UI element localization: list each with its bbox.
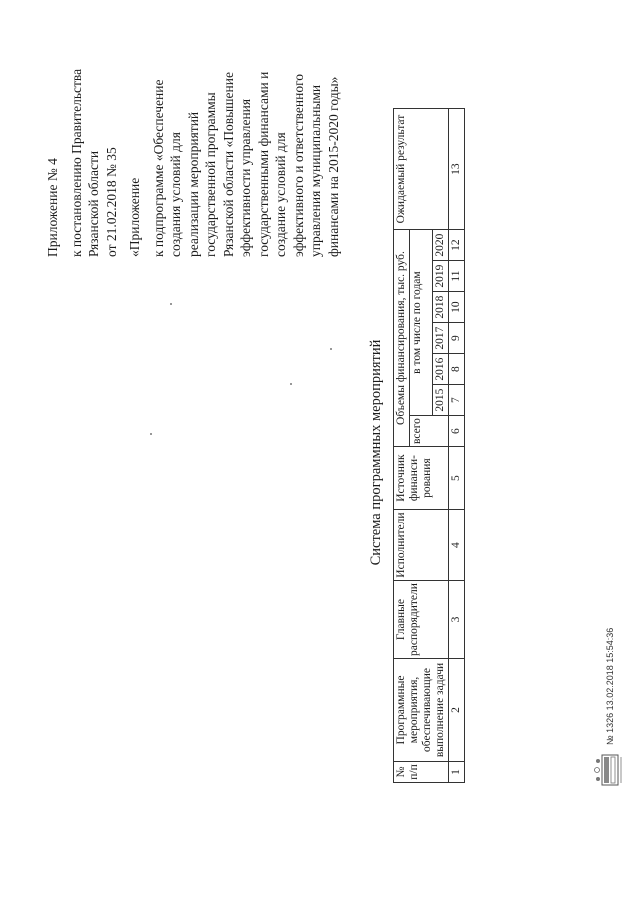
column-number: 8 bbox=[449, 354, 465, 385]
column-number: 5 bbox=[449, 447, 465, 510]
header-year: 2019 bbox=[433, 261, 449, 292]
column-number: 7 bbox=[449, 385, 465, 416]
header-year: 2017 bbox=[433, 323, 449, 354]
header-managers: Главные распорядители bbox=[394, 581, 449, 659]
appendix-line: к подпрограмме «Обеспечение bbox=[150, 79, 166, 257]
appendix-line: управления муниципальными bbox=[308, 84, 323, 257]
appendix-line: создания условий для bbox=[168, 132, 183, 257]
header-source: Источник финанси- рования bbox=[394, 447, 449, 510]
appendix-line: создание условий для bbox=[273, 132, 288, 257]
header-by-years: в том числе по годам bbox=[410, 230, 433, 416]
scan-speck bbox=[170, 303, 172, 305]
column-number: 12 bbox=[449, 230, 465, 261]
column-number-row bbox=[449, 109, 465, 783]
appendix-line: финансами на 2015-2020 годы» bbox=[325, 76, 341, 257]
header-num: № п/п bbox=[394, 762, 449, 783]
appendix-line: от 21.02.2018 № 35 bbox=[103, 147, 119, 257]
appendix-line: государственной программы bbox=[203, 92, 218, 257]
column-number: 10 bbox=[449, 292, 465, 323]
table-header-row bbox=[394, 109, 410, 783]
header-funding: Объемы финансирования, тыс. руб. bbox=[394, 230, 410, 447]
column-number: 11 bbox=[449, 261, 465, 292]
header-executors: Исполнители bbox=[394, 510, 449, 581]
scan-speck bbox=[150, 433, 152, 435]
appendix-line: Рязанской области «Повышение bbox=[220, 72, 236, 257]
column-number: 9 bbox=[449, 323, 465, 354]
header-year: 2020 bbox=[433, 230, 449, 261]
column-number: 3 bbox=[449, 581, 465, 659]
document-title: Система программных мероприятий bbox=[368, 339, 384, 566]
header-year: 2016 bbox=[433, 354, 449, 385]
registration-number: № 1326 13.02.2018 15:54:36 bbox=[605, 627, 615, 745]
header-year: 2018 bbox=[433, 292, 449, 323]
header-measures: Программные мероприятия, обеспечивающие выполнение задачи bbox=[394, 659, 449, 762]
scan-speck bbox=[330, 348, 332, 350]
appendix-line: государственными финансами и bbox=[255, 71, 271, 257]
header-total: всего bbox=[410, 416, 449, 447]
appendix-line: Рязанской области bbox=[86, 150, 101, 257]
column-number: 13 bbox=[449, 109, 465, 230]
header-year: 2015 bbox=[433, 385, 449, 416]
scan-speck bbox=[290, 383, 292, 385]
appendix-line: эффективного и ответственного bbox=[290, 73, 306, 257]
appendix-block bbox=[44, 7, 342, 257]
column-number: 4 bbox=[449, 510, 465, 581]
appendix-line: «Приложение bbox=[127, 177, 142, 257]
column-number: 1 bbox=[449, 762, 465, 783]
registration-stamp-icon bbox=[592, 753, 626, 787]
column-number: 2 bbox=[449, 659, 465, 762]
appendix-line: эффективности управления bbox=[238, 98, 253, 257]
appendix-line: Приложение № 4 bbox=[45, 158, 60, 257]
header-result: Ожидаемый результат bbox=[394, 109, 449, 230]
column-number: 6 bbox=[449, 416, 465, 447]
program-measures-table bbox=[393, 108, 465, 783]
appendix-line: реализации мероприятий bbox=[185, 111, 201, 257]
appendix-line: к постановлению Правительства bbox=[68, 68, 84, 257]
